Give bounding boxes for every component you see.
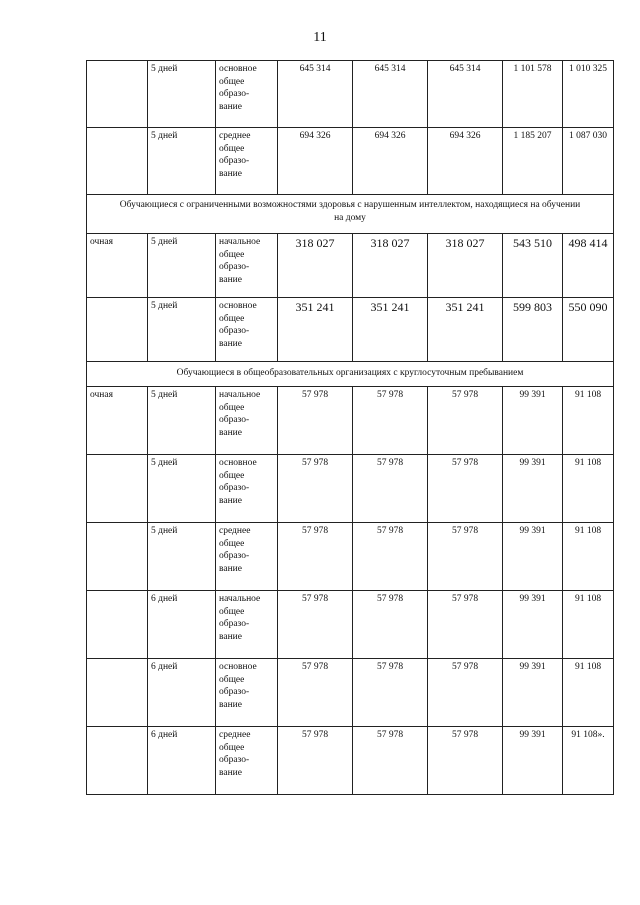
section-row-home-education	[87, 195, 613, 234]
cell-v4: 599 803	[502, 298, 562, 361]
cell-v2: 57 978	[352, 387, 427, 454]
cell-v5: 1 087 030	[562, 128, 613, 194]
cell-level: начальное общее образо- вание	[215, 387, 277, 454]
cell-v5: 91 108	[562, 387, 613, 454]
cell-v3: 57 978	[427, 523, 502, 590]
cell-v3: 57 978	[427, 659, 502, 726]
cell-v2: 351 241	[352, 298, 427, 361]
cell-days: 6 дней	[147, 727, 215, 794]
cell-v2: 57 978	[352, 727, 427, 794]
cell-v3: 645 314	[427, 61, 502, 127]
row-group-a	[87, 60, 613, 195]
cell-v5: 550 090	[562, 298, 613, 361]
table-row	[87, 523, 613, 591]
cell-v3: 57 978	[427, 387, 502, 454]
cell-form	[87, 455, 147, 522]
cell-form: очная	[90, 390, 113, 400]
cell-form: очная	[90, 237, 113, 247]
cell-form	[87, 128, 147, 194]
cell-v4: 99 391	[502, 727, 562, 794]
cell-level: среднее общее образо- вание	[215, 727, 277, 794]
cell-v4: 1 185 207	[502, 128, 562, 194]
cell-level: среднее общее образо- вание	[215, 128, 277, 194]
cell-level: начальное общее образо- вание	[215, 234, 277, 297]
table-row	[87, 234, 613, 298]
cell-v5: 1 010 325	[562, 61, 613, 127]
cell-v3: 351 241	[427, 298, 502, 361]
cell-v4: 1 101 578	[502, 61, 562, 127]
cell-v1: 57 978	[277, 387, 352, 454]
cell-v3: 694 326	[427, 128, 502, 194]
cell-v2: 57 978	[352, 523, 427, 590]
table-row	[87, 128, 613, 195]
cell-form	[87, 727, 147, 794]
cell-days: 5 дней	[147, 61, 215, 127]
cell-days: 5 дней	[147, 234, 215, 297]
cell-v3: 318 027	[427, 234, 502, 297]
funding-table	[86, 60, 614, 795]
cell-v4: 99 391	[502, 591, 562, 658]
cell-v5: 91 108	[562, 523, 613, 590]
cell-v2: 694 326	[352, 128, 427, 194]
row-group-c	[87, 387, 613, 795]
cell-v1: 57 978	[277, 455, 352, 522]
cell-days: 5 дней	[147, 523, 215, 590]
cell-v5: 91 108	[562, 455, 613, 522]
cell-v3: 57 978	[427, 455, 502, 522]
cell-v3: 57 978	[427, 727, 502, 794]
cell-level: основное общее образо- вание	[215, 298, 277, 361]
cell-v1: 57 978	[277, 727, 352, 794]
cell-v1: 645 314	[277, 61, 352, 127]
cell-v2: 57 978	[352, 591, 427, 658]
cell-form	[87, 591, 147, 658]
table-row	[87, 727, 613, 795]
cell-level: основное общее образо- вание	[215, 455, 277, 522]
table-row	[87, 455, 613, 523]
table-row	[87, 60, 613, 128]
page-number: 11	[313, 30, 327, 45]
cell-v2: 57 978	[352, 455, 427, 522]
cell-v1: 57 978	[277, 659, 352, 726]
cell-form	[87, 61, 147, 127]
table-row	[87, 387, 613, 455]
cell-v5: 91 108	[562, 659, 613, 726]
table-row	[87, 591, 613, 659]
cell-v4: 99 391	[502, 659, 562, 726]
cell-v1: 57 978	[277, 591, 352, 658]
cell-level: начальное общее образо- вание	[215, 591, 277, 658]
cell-days: 6 дней	[147, 659, 215, 726]
cell-form	[87, 298, 147, 361]
cell-days: 5 дней	[147, 128, 215, 194]
cell-v3: 57 978	[427, 591, 502, 658]
row-group-b	[87, 234, 613, 362]
cell-v4: 99 391	[502, 455, 562, 522]
cell-v2: 645 314	[352, 61, 427, 127]
cell-v5: 91 108».	[562, 727, 613, 794]
cell-v1: 57 978	[277, 523, 352, 590]
table-row	[87, 298, 613, 362]
cell-v2: 57 978	[352, 659, 427, 726]
table-row	[87, 659, 613, 727]
cell-v5: 91 108	[562, 591, 613, 658]
cell-form	[87, 523, 147, 590]
cell-days: 5 дней	[147, 387, 215, 454]
cell-v4: 99 391	[502, 387, 562, 454]
cell-form	[87, 659, 147, 726]
section-heading-boarding: Обучающиеся в общеобразовательных организациях с круглосуточным пребыванием	[176, 368, 524, 378]
section-row-boarding	[87, 362, 613, 387]
cell-v1: 694 326	[277, 128, 352, 194]
cell-days: 5 дней	[147, 455, 215, 522]
cell-v1: 318 027	[277, 234, 352, 297]
section-heading-home-education: Обучающиеся с ограниченными возможностями здоровья с нарушенным интеллектом, находящиеся на обучении на дому	[119, 200, 581, 223]
cell-days: 6 дней	[147, 591, 215, 658]
cell-level: основное общее образо- вание	[215, 61, 277, 127]
cell-v1: 351 241	[277, 298, 352, 361]
cell-v5: 498 414	[562, 234, 613, 297]
cell-days: 5 дней	[147, 298, 215, 361]
cell-level: среднее общее образо- вание	[215, 523, 277, 590]
cell-v2: 318 027	[352, 234, 427, 297]
cell-v4: 543 510	[502, 234, 562, 297]
cell-v4: 99 391	[502, 523, 562, 590]
cell-level: основное общее образо- вание	[215, 659, 277, 726]
